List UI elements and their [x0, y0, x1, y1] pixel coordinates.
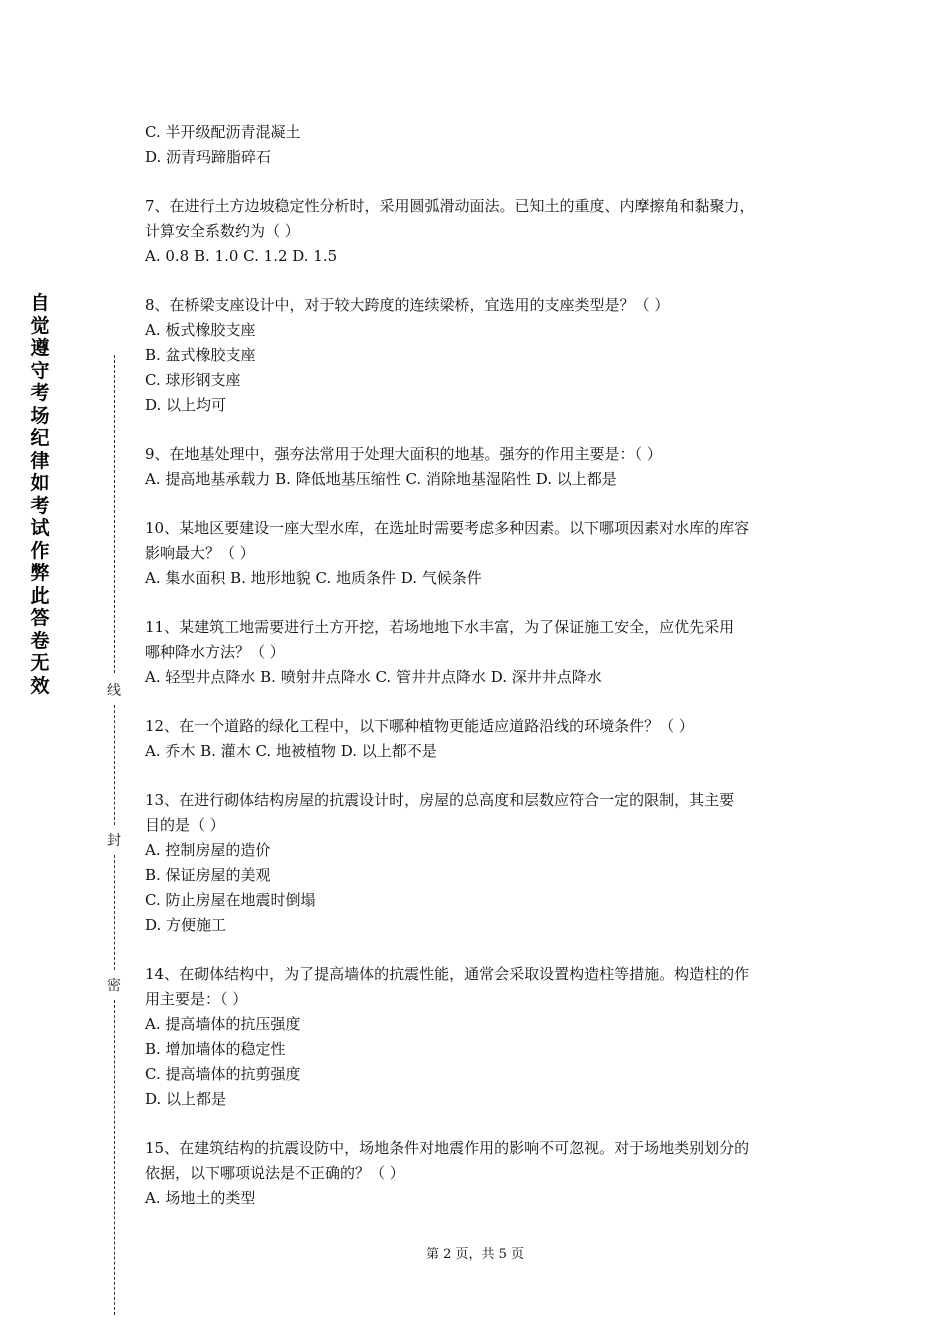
- option-line: C. 半开级配沥青混凝土: [145, 123, 301, 141]
- question-stem: 7、在进行土方边坡稳定性分析时，采用圆弧滑动面法。已知土的重度、内摩擦角和黏聚力，: [145, 197, 755, 215]
- option-line: D. 以上均可: [145, 396, 227, 414]
- question-block: [145, 293, 815, 418]
- option-line: D. 方便施工: [145, 916, 227, 934]
- binding-mark-mi: 密: [104, 975, 124, 995]
- binding-line-dash: [114, 1000, 115, 1315]
- question-stem: 用主要是：（ ）: [145, 990, 248, 1008]
- binding-line-dash: [114, 705, 115, 825]
- question-stem: 11、某建筑工地需要进行土方开挖，若场地地下水丰富，为了保证施工安全，应优先采用: [145, 618, 735, 636]
- question-stem: 8、在桥梁支座设计中，对于较大跨度的连续梁桥，宜选用的支座类型是？（ ）: [145, 296, 670, 314]
- question-stem: 15、在建筑结构的抗震设防中，场地条件对地震作用的影响不可忽视。对于场地类别划分的: [145, 1139, 750, 1157]
- page-number-footer: 第 2 页，共 5 页: [425, 1247, 525, 1262]
- option-line: A. 提高墙体的抗压强度: [145, 1015, 301, 1033]
- question-block: [145, 615, 815, 690]
- question-block: [145, 714, 815, 764]
- question-stem: 影响最大？（ ）: [145, 544, 255, 562]
- option-line: A. 提高地基承载力 B. 降低地基压缩性 C. 消除地基湿陷性 D. 以上都是: [145, 470, 617, 488]
- question-block: [145, 442, 815, 492]
- question-stem: 依据，以下哪项说法是不正确的？（ ）: [145, 1164, 405, 1182]
- option-line: A. 0.8 B. 1.0 C. 1.2 D. 1.5: [145, 247, 338, 265]
- option-line: B. 保证房屋的美观: [145, 866, 271, 884]
- option-line: B. 增加墙体的稳定性: [145, 1040, 286, 1058]
- question-block: [145, 788, 815, 938]
- binding-mark-xian: 线: [104, 680, 124, 700]
- question-stem: 14、在砌体结构中，为了提高墙体的抗震性能，通常会采取设置构造柱等措施。构造柱的作: [145, 965, 750, 983]
- binding-mark-feng: 封: [104, 830, 124, 850]
- binding-line-dash: [114, 855, 115, 970]
- binding-line-dash: [114, 355, 115, 673]
- question-stem: 9、在地基处理中，强夯法常用于处理大面积的地基。强夯的作用主要是：（ ）: [145, 445, 662, 463]
- question-block: [145, 1136, 815, 1211]
- option-line: C. 防止房屋在地震时倒塌: [145, 891, 316, 909]
- option-line: A. 集水面积 B. 地形地貌 C. 地质条件 D. 气候条件: [145, 569, 482, 587]
- option-line: A. 乔木 B. 灌木 C. 地被植物 D. 以上都不是: [145, 742, 437, 760]
- question-block: [145, 516, 815, 591]
- question-block: [145, 194, 815, 269]
- option-line: A. 轻型井点降水 B. 喷射井点降水 C. 管井井点降水 D. 深井井点降水: [145, 668, 602, 686]
- option-line: C. 球形钢支座: [145, 371, 241, 389]
- question-stem: 目的是（ ）: [145, 816, 225, 834]
- question-stem: 12、在一个道路的绿化工程中，以下哪种植物更能适应道路沿线的环境条件？（ ）: [145, 717, 694, 735]
- option-line: A. 控制房屋的造价: [145, 841, 271, 859]
- question-stem: 13、在进行砌体结构房屋的抗震设计时，房屋的总高度和层数应符合一定的限制，其主要: [145, 791, 735, 809]
- question-block: [145, 962, 815, 1112]
- question-stem: 哪种降水方法？（ ）: [145, 643, 285, 661]
- question-list: [145, 120, 815, 1211]
- option-line: A. 场地土的类型: [145, 1189, 256, 1207]
- question-stem: 计算安全系数约为（ ）: [145, 222, 300, 240]
- option-line: B. 盆式橡胶支座: [145, 346, 256, 364]
- option-line: A. 板式橡胶支座: [145, 321, 256, 339]
- exam-discipline-notice: 自觉遵守考场纪律如考试作弊此答卷无效: [30, 292, 50, 697]
- question-stem: 10、某地区要建设一座大型水库，在选址时需要考虑多种因素。以下哪项因素对水库的库容: [145, 519, 750, 537]
- option-line: D. 以上都是: [145, 1090, 227, 1108]
- option-line: D. 沥青玛蹄脂碎石: [145, 148, 272, 166]
- option-line: C. 提高墙体的抗剪强度: [145, 1065, 301, 1083]
